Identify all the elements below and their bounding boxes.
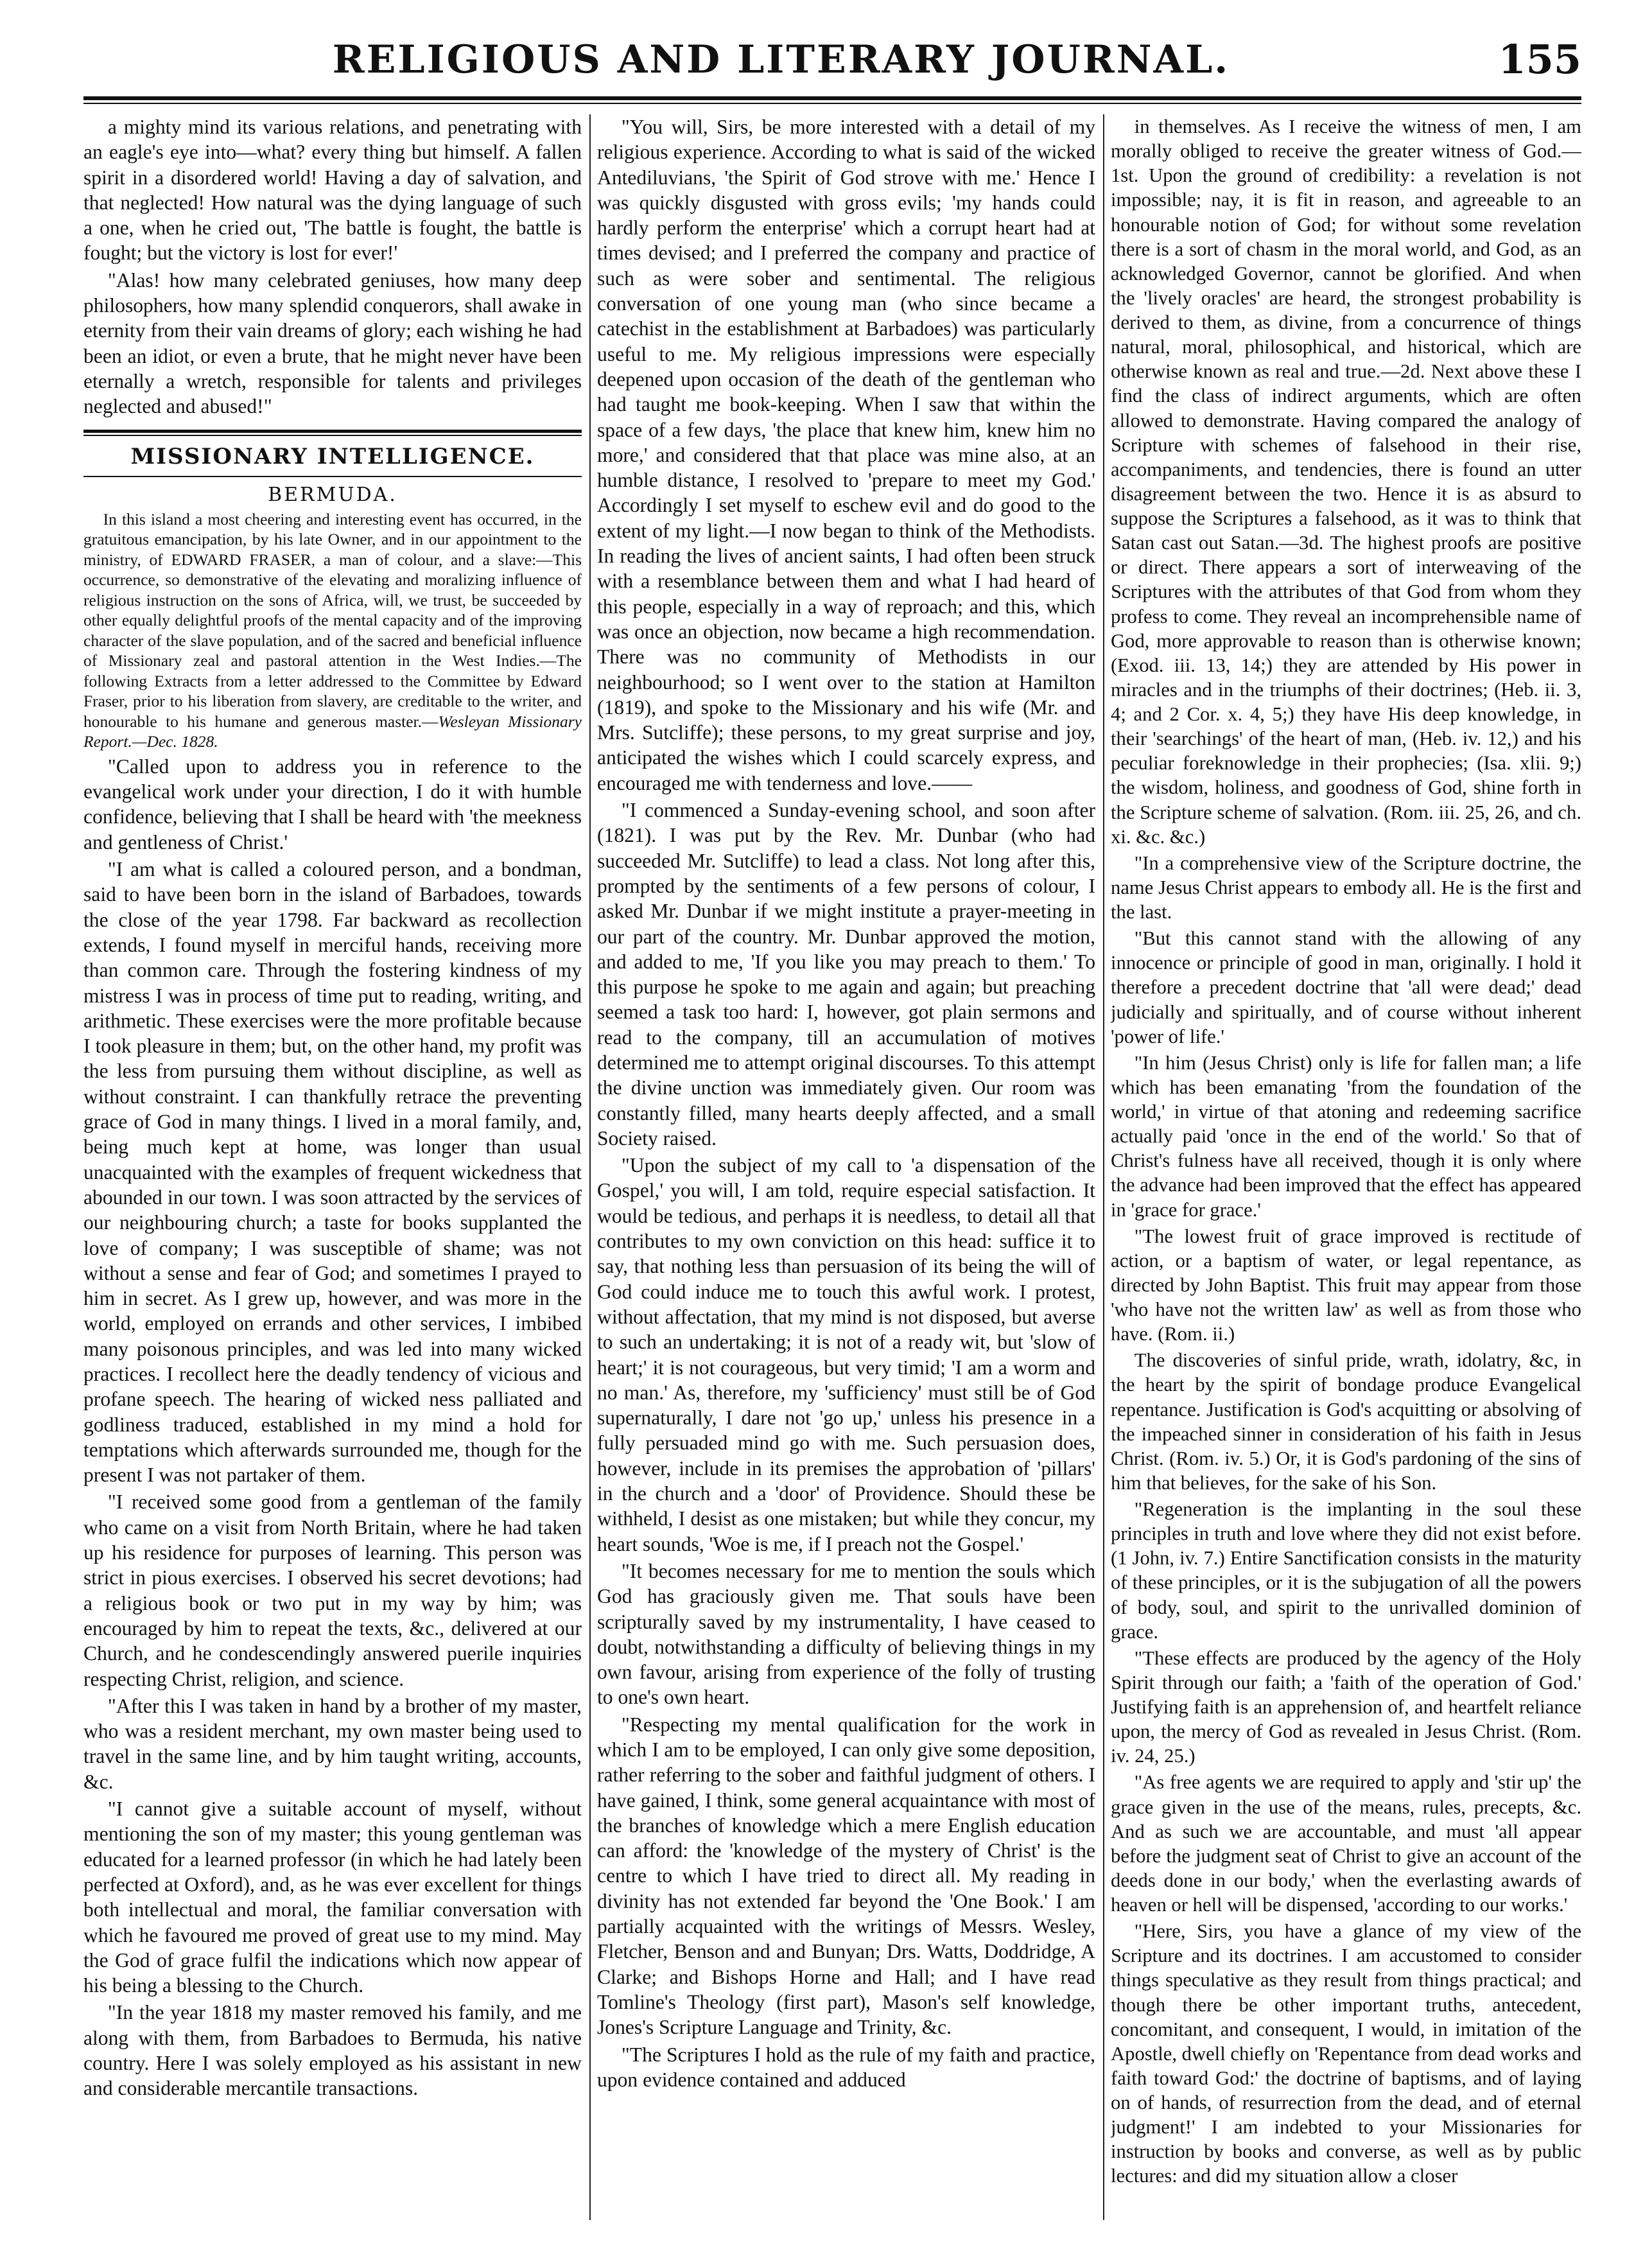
paragraph: "Upon the subject of my call to 'a dispensation of the Gospel,' you will, I am told, require especial satisfaction. It would be tedious, and perhaps it is needless, to detail all that contributes to my own conviction on this head: suffice it to say, that nothing less than persuasion of its being the will of God could induce me to touch this awful work. I protest, without affectation, that my mind is not disposed, but averse to such an undertaking; it is not of a ready wit, but 'slow of heart;' it is not courageous, but very timid; 'I am a worm and no man.' As, therefore, my 'sufficiency' must still be of God supernaturally, I dare not 'go up,' unless his presence in a fully persuaded mind go with me. Such persuasion does, however, include in its premises the approbation of 'pillars' in the church and a 'door' of Providence. Should these be withheld, I desist as one mistaken; but while they concur, my heart sounds, 'Woe is me, if I preach not the Gospel.'	[597, 1154, 1095, 1555]
column-left	[83, 114, 582, 2226]
column-right	[1111, 114, 1581, 2226]
introduction-source: Wesleyan Missionary Report.—Dec. 1828.	[83, 712, 582, 751]
subheading: BERMUDA.	[268, 483, 397, 506]
paragraph: "The lowest fruit of grace improved is rectitude of action, or a baptism of water, or legal repentance, as directed by John Baptist. This fruit may appear from those 'who have not the written law' as well as from those who have. (Rom. ii.)	[1111, 1225, 1581, 1345]
column-middle	[597, 114, 1095, 2226]
paragraph: "In the year 1818 my master removed his family, and me along with them, from Barbadoes to Bermuda, his native country. Here I was solely employed as his assistant in new and considerable mercantile transactions.	[83, 2001, 582, 2100]
paragraph: "I am what is called a coloured person, and a bondman, said to have been born in the island of Barbadoes, towards the close of the year 1798. Far backward as recollection extends, I found myself in merciful hands, receiving more than common care. Through the fostering kindness of my mistress I was in process of time put to reading, writing, and arithmetic. These exercises were the more profitable because I took pleasure in them; but, on the other hand, my profit was the less from pursuing them without discipline, as well as without constraint. I can thankfully retrace the preventing grace of God in many things. I lived in a moral family, and, being much kept at home, was longer than usual unacquainted with the examples of frequent wickedness that abounded in our town. I was soon attracted by the services of our neighbouring church; a taste for books supplanted the love of company; I was susceptible of shame; was not without a sense and fear of God; and sometimes I prayed to him in secret. As I grew up, however, and was more in the world, employed on errands and other services, I imbibed many poisonous principles, and was led into many wicked practices. I recollect here the deadly tendency of vicious and profane speech. The hearing of wicked ness palliated and godliness traduced, established in my mind a hold for temptations which afterwards surrounded me, though for the present I was not partaker of them.	[83, 858, 582, 1487]
paragraph: "Here, Sirs, you have a glance of my view of the Scripture and its doctrines. I am accustomed to consider things speculative as they result from things practical; and though there be other important truths, antecedent, concomitant, and consequent, I would, in imitation of the Apostle, dwell chiefly on 'Repentance from dead works and faith toward God:' the doctrine of baptisms, and of laying on of hands, of resurrection from the dead, and of eternal judgment!' I am indebted to your Missionaries for instruction by books and converse, as well as by public lectures: and did my situation allow a closer	[1111, 1920, 1581, 2187]
section-rule	[83, 430, 582, 436]
paragraph: "Alas! how many celebrated geniuses, how many deep philosophers, how many splendid conquerors, shall awake in eternity from their vain dreams of glory; each wishing he had been an idiot, or even a brute, that he might never have been eternally a wretch, responsible for talents and privileges neglected and abused!"	[83, 268, 582, 418]
text-columns	[83, 114, 1581, 2226]
paragraph: "You will, Sirs, be more interested with a detail of my religious experience. According to what is said of the wicked Antediluvians, 'the Spirit of God strove with me.' Hence I was quickly disgusted with gross evils; 'my hands could hardly perform the enterprise' which a corrupt heart had at times devised; and I preferred the company and practice of such as were sober and sentimental. The religious conversation of one young man (who since became a catechist in the establishment at Barbadoes) was particularly useful to me. My religious impressions were especially deepened upon occasion of the death of the gentleman who had taught me book-keeping. When I saw that within the space of a few days, 'the place that knew him, knew him no more,' and considered that that place was mine also, at an humble distance, I resolved to 'prepare to meet my God.' Accordingly I set myself to eschew evil and do good to the extent of my light.—I now began to think of the Methodists. In reading the lives of ancient saints, I had often been struck with a resemblance between them and what I had heard of this people, especially in a way of reproach; and this, which was once an objection, now became a high recommendation. There was no community of Methodists in our neighbourhood; so I went over to the station at Hamilton (1819), and spoke to the Missionary and his wife (Mr. and Mrs. Sutcliffe); these persons, to my great surprise and joy, anticipated the wishes which I could scarcely express, and encouraged me with tenderness and love.——	[597, 116, 1095, 794]
section-underline	[83, 476, 582, 477]
paragraph: "In him (Jesus Christ) only is life for fallen man; a life which has been emanating 'from the foundation of the world,' in virtue of that atoning and redeeming sacrifice actually paid 'once in the end of the world.' So that of Christ's fulness have all received, though it is only where the advance had been improved that the effect has appeared in 'grace for grace.'	[1111, 1051, 1581, 1221]
paragraph: "In a comprehensive view of the Scripture doctrine, the name Jesus Christ appears to embody all. He is the first and the last.	[1111, 852, 1581, 923]
section-heading: MISSIONARY INTELLIGENCE.	[130, 443, 535, 469]
paragraph: in themselves. As I receive the witness of men, I am morally obliged to receive the greater witness of God.—1st. Upon the ground of credibility: a revelation is not impossible; nay, it is fit in reason, and agreeable to an honourable notion of God; for without some revelation there is a sort of chasm in the moral world, and God, as an acknowledged Governor, cannot be glorified. And when the 'lively oracles' are heard, the strongest probability is derived to them, as divine, from a concurrence of things natural, moral, philosophical, and historical, which are otherwise known as real and true.—2d. Next above these I find the class of indirect arguments, which are often allowed to demonstrate. Having compared the analogy of Scripture with schemes of falsehood in their rise, accompaniments, and tendencies, there is found an utter disagreement between the two. Hence it is as absurd to suppose the Scriptures a falsehood, as it was to think that Satan cast out Satan.—3d. The highest proofs are positive or direct. There appears a sort of interweaving of the Scriptures with the attributes of that God from whom they profess to come. They reveal an incomprehensible name of God, more approvable to reason than is otherwise known; (Exod. iii. 13, 14;) they are attended by His power in miracles and in the triumphs of their doctrines; (Heb. ii. 3, 4; and 2 Cor. x. 4, 5;) they have His deep knowledge, in their 'searchings' of the heart of man, (Heb. iv. 12,) and his peculiar foreknowledge in their prophecies; (Isa. xlii. 9;) the wisdom, holiness, and goodness of God, shine forth in the Scripture scheme of salvation. (Rom. iii. 25, 26, and ch. xi. &c. &c.)	[1111, 116, 1581, 848]
paragraph: "Regeneration is the implanting in the soul these principles in truth and love where they did not exist before. (1 John, iv. 7.) Entire Sanctification consists in the maturity of these principles, or it is the subjugation of all the powers of body, soul, and spirit to the unrivalled dominion of grace.	[1111, 1498, 1581, 1643]
paragraph: "These effects are produced by the agency of the Holy Spirit through our faith; a 'faith of the operation of God.' Justifying faith is an apprehension of, and heartfelt reliance upon, the mercy of God as revealed in Jesus Christ. (Rom. iv. 24, 25.)	[1111, 1647, 1581, 1767]
paragraph: "It becomes necessary for me to mention the souls which God has graciously given me. That souls have been scripturally saved by my instrumentality, I have ceased to doubt, notwithstanding a difficulty of believing things in my own favour, arising from experience of the folly of trusting to one's own heart.	[597, 1559, 1095, 1709]
journal-title: RELIGIOUS AND LITERARY JOURNAL.	[332, 37, 1230, 82]
paragraph: "But this cannot stand with the allowing of any innocence or principle of good in man, originally. I hold it therefore a precedent doctrine that 'all were dead;' dead judicially and spiritually, and of course without inherent 'power of life.'	[1111, 927, 1581, 1047]
paragraph: "As free agents we are required to apply and 'stir up' the grace given in the use of the means, rules, precepts, &c. And as such we are accountable, and must 'all appear before the judgment seat of Christ to give an account of the deeds done in our body,' when the everlasting awards of heaven or hell will be dispensed, 'according to our works.'	[1111, 1771, 1581, 1916]
introduction-text: In this island a most cheering and interesting event has occurred, in the gratuitous emancipation, by his late Owner, and in our appointment to the ministry, of EDWARD FRASER, a man of colour, and a slave:—This occurrence, so demonstrative of the elevating and moralizing influence of religious instruction on the sons of Africa, will, we trust, be succeeded by other equally delightful proofs of the mental capacity and of the improving character of the slave population, and of the sacred and beneficial influence of Missionary zeal and pastoral attention in the West Indies.—The following Extracts from a letter addressed to the Committee by Edward Fraser, prior to his liberation from slavery, are creditable to the writer, and honourable to his humane and generous master.—	[83, 509, 582, 731]
paragraph: "I cannot give a suitable account of myself, without mentioning the son of my master; this young gentleman was educated for a learned professor (in which he had lately been perfected at Oxford), and, as he was ever excellent for things both intellectual and moral, the familiar conversation with which he favoured me proved of great use to my mind. May the God of grace fulfil the indications which now appear of his being a blessing to the Church.	[83, 1797, 582, 1997]
paragraph: "Called upon to address you in reference to the evangelical work under your direction, I do it with humble confidence, believing that I shall be heard with 'the meekness and gentleness of Christ.'	[83, 755, 582, 853]
paragraph: "I received some good from a gentleman of the family who came on a visit from North Britain, where he had taken up his residence for purposes of learning. This person was strict in pious exercises. I observed his secret devotions; had a religious book or two put in my way by him; was encouraged by him to repeat the texts, &c., delivered at our Church, and he condescendingly answered puerile inquiries respecting Christ, religion, and science.	[83, 1491, 582, 1690]
paragraph: "After this I was taken in hand by a brother of my master, who was a resident merchant, my own master being used to travel in the same line, and by him taught writing, accounts, &c.	[83, 1694, 582, 1793]
paragraph: The discoveries of sinful pride, wrath, idolatry, &c, in the heart by the spirit of bondage produce Evangelical repentance. Justification is God's acquitting or absolving of the impeached sinner in consideration of his faith in Jesus Christ. (Rom. iv. 5.) Or, it is God's pardoning of the sins of him that believes, for the sake of his Son.	[1111, 1349, 1581, 1494]
paragraph: "Respecting my mental qualification for the work in which I am to be employed, I can only give some deposition, rather referring to the sober and faithful judgment of others. I have gained, I think, some general acquaintance with most of the branches of knowledge which a mere English education can afford: the 'knowledge of the mystery of Christ' is the centre to which I have tried to direct all. My reading in divinity has not extended far beyond the 'One Book.' I am partially acquainted with the writings of Messrs. Wesley, Fletcher, Benson and and Bunyan; Drs. Watts, Doddridge, A Clarke; and Bishops Horne and Hall; and I have read Tomline's Theology (first part), Mason's self knowledge, Jones's Scripture Language and Trinity, &c.	[597, 1713, 1095, 2039]
header-double-rule	[83, 96, 1581, 104]
paragraph: "The Scriptures I hold as the rule of my faith and practice, upon evidence contained and adduced	[597, 2043, 1095, 2091]
paragraph: "I commenced a Sunday-evening school, and soon after (1821). I was put by the Rev. Mr. Dunbar (who had succeeded Mr. Sutcliffe) to lead a class. Not long after this, prompted by the sentiments of a few persons of colour, I asked Mr. Dunbar if we might institute a prayer-meeting in our part of the country. Mr. Dunbar approved the motion, and added to me, 'If you like you may preach to them.' To this purpose he spoke to me again and again; but preaching seemed a task too hard: I, however, got plain sermons and read to the company, till an accumulation of motives determined me to attempt original discourses. To this attempt the divine unction was immediately given. Our room was constantly filled, many hearts deeply affected, and a small Society raised.	[597, 799, 1095, 1150]
editorial-introduction	[83, 509, 582, 752]
running-head	[83, 31, 1581, 89]
page-number: 155	[1498, 36, 1581, 83]
paragraph: a mighty mind its various relations, and penetrating with an eagle's eye into—what? every thing but himself. A fallen spirit in a disordered world! Having a day of salvation, and that neglected! How natural was the dying language of such a one, when he cried out, 'The battle is fought, the battle is fought; but the victory is lost for ever!'	[83, 116, 582, 265]
